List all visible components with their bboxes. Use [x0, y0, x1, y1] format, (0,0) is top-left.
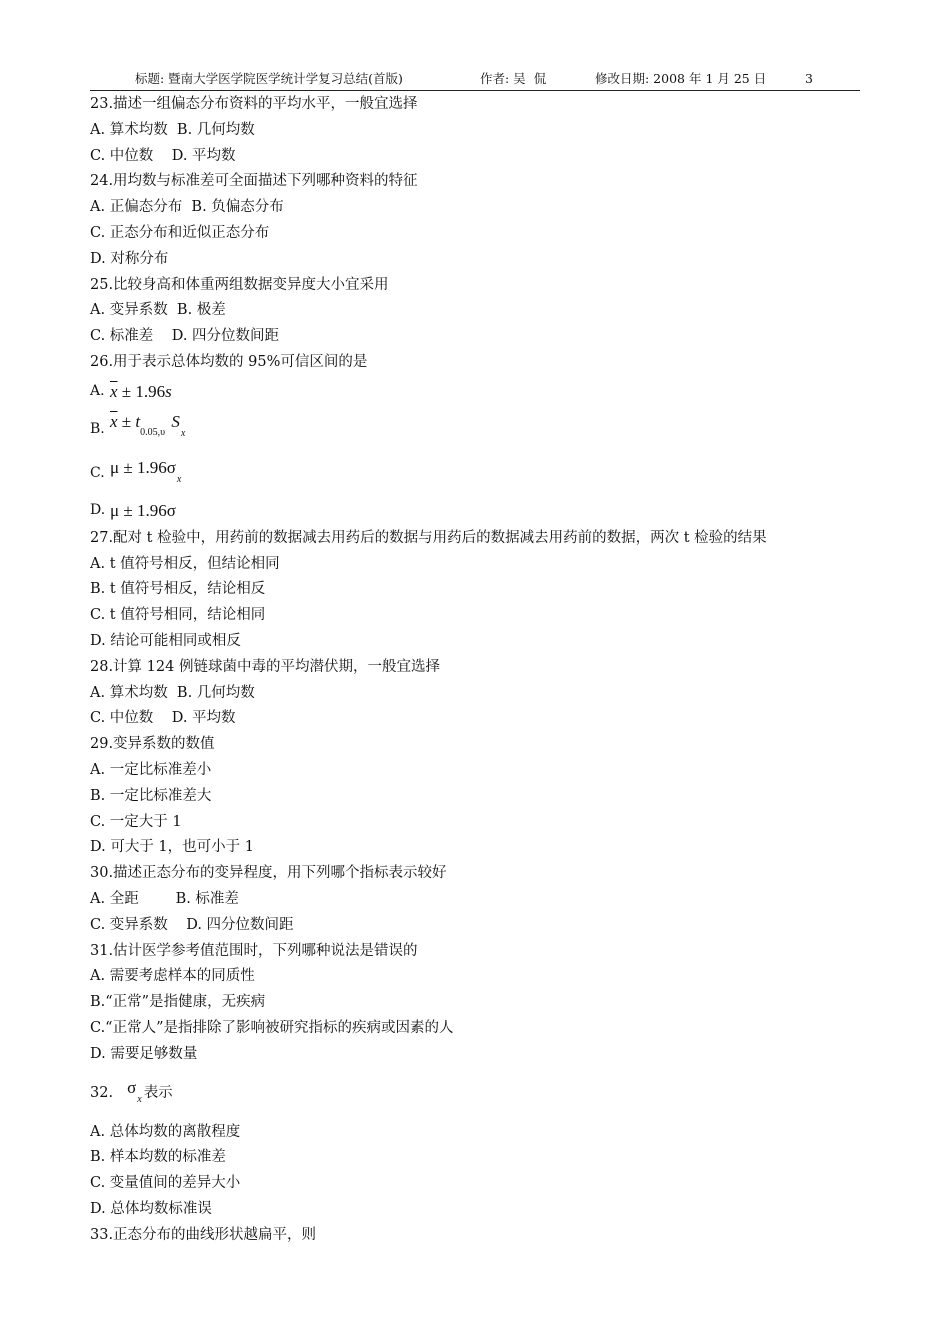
- question-option: B.“正常”是指健康，无疾病: [90, 994, 266, 1011]
- question-option: A. 全距 B. 标准差: [90, 890, 239, 907]
- question-list: [90, 92, 870, 1248]
- question-option: D. 对称分布: [90, 250, 169, 267]
- question-option: D. 总体均数标准误: [90, 1200, 212, 1217]
- question-stem: 33.正态分布的曲线形状越扁平，则: [90, 1226, 317, 1243]
- question-stem: 25.比较身高和体重两组数据变异度大小宜采用: [90, 276, 389, 293]
- question-stem: 31.估计医学参考值范围时，下列哪种说法是错误的: [90, 942, 418, 959]
- question-option: B. 样本均数的标准差: [90, 1149, 226, 1166]
- header-title: 标题: 暨南大学医学院医学统计学复习总结(首版): [135, 71, 403, 86]
- question-option: C. 标准差 D. 四分位数间距: [90, 328, 280, 345]
- formula-c: $\mu \pm 1.96\sigma_x$: [110, 458, 182, 486]
- question-stem: 26.用于表示总体均数的 95%可信区间的是: [90, 353, 368, 370]
- formula-option-a: A. $\overline{x} \pm 1.96s$: [90, 376, 870, 408]
- question-option: B. t 值符号相反，结论相反: [90, 581, 266, 598]
- formula-b: $\overline{x} \pm t_{0.05,\upsilon}$ $S_x$: [110, 412, 186, 440]
- question-stem-32: 32. $\sigma_x$ 表示: [90, 1068, 870, 1120]
- question-option: A. t 值符号相反，但结论相同: [90, 555, 280, 572]
- question-option: C. 中位数 D. 平均数: [90, 710, 236, 727]
- sigma-x-formula: $\sigma_x$: [127, 1078, 142, 1106]
- formula-d: μ ± 1.96σ: [110, 500, 176, 520]
- header-page-number: 3: [805, 71, 813, 86]
- formula-option-c: C. $\mu \pm 1.96\sigma_x$: [90, 452, 870, 496]
- question-stem: 27.配对 t 检验中，用药前的数据减去用药后的数据与用药后的数据减去用药前的数据，两次 t 检验的结果: [90, 529, 767, 546]
- question-option: C. 中位数 D. 平均数: [90, 147, 236, 164]
- question-option: C. 一定大于 1: [90, 813, 182, 830]
- question-option: D. 结论可能相同或相反: [90, 632, 241, 649]
- question-stem: 24.用均数与标准差可全面描述下列哪种资料的特征: [90, 173, 418, 190]
- question-option: A. 需要考虑样本的同质性: [90, 968, 255, 985]
- formula-option-b: B. $\overline{x} \pm t_{0.05,\upsilon}$ $S_x$: [90, 408, 870, 452]
- question-option: A. 一定比标准差小: [90, 761, 212, 778]
- question-option: B. 一定比标准差大: [90, 787, 212, 804]
- question-stem: 23.描述一组偏态分布资料的平均水平，一般宜选择: [90, 96, 418, 112]
- formula-a: $\overline{x} \pm 1.96s$: [110, 381, 172, 401]
- question-option: A. 变异系数 B. 极差: [90, 302, 226, 319]
- question-option: A. 总体均数的离散程度: [90, 1123, 241, 1140]
- question-option: C. 变量值间的差异大小: [90, 1175, 241, 1192]
- page-header: [90, 70, 860, 91]
- formula-option-d: D. μ ± 1.96σ: [90, 496, 870, 526]
- header-date: 修改日期: 2008 年 1 月 25 日: [595, 71, 767, 86]
- question-option: A. 算术均数 B. 几何均数: [90, 121, 255, 138]
- question-option: A. 算术均数 B. 几何均数: [90, 684, 255, 701]
- question-option: C. 变异系数 D. 四分位数间距: [90, 916, 294, 933]
- question-option: A. 正偏态分布 B. 负偏态分布: [90, 199, 284, 216]
- question-option: C. t 值符号相同，结论相同: [90, 607, 266, 624]
- question-stem: 30.描述正态分布的变异程度，用下列哪个指标表示较好: [90, 865, 447, 882]
- question-option: C. 正态分布和近似正态分布: [90, 224, 270, 241]
- question-option: C.“正常人”是指排除了影响被研究指标的疾病或因素的人: [90, 1019, 454, 1036]
- question-stem: 29.变异系数的数值: [90, 736, 215, 753]
- question-option: D. 需要足够数量: [90, 1045, 198, 1062]
- question-stem: 28.计算 124 例链球菌中毒的平均潜伏期，一般宜选择: [90, 658, 440, 675]
- question-option: D. 可大于 1，也可小于 1: [90, 839, 254, 856]
- header-author: 作者: 吴 侃: [480, 71, 547, 86]
